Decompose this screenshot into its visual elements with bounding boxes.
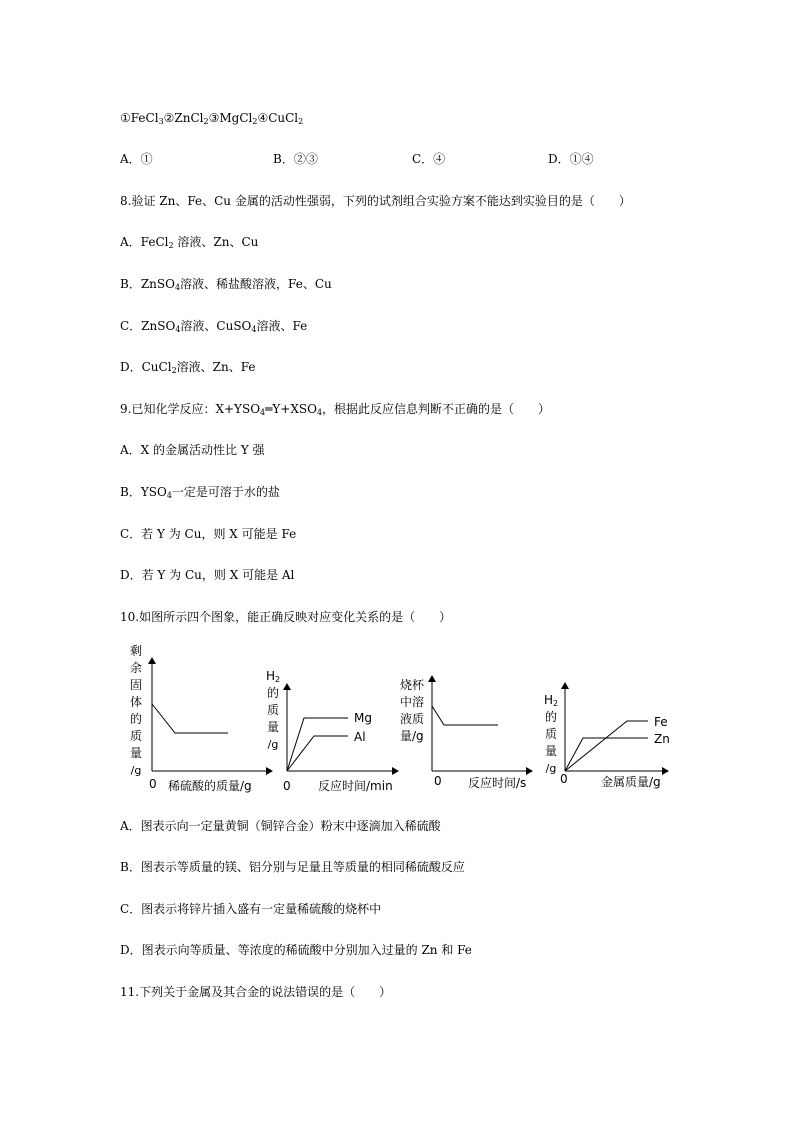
q10-option-c: C．图表示将锌片插入盛有一定量稀硫酸的烧杯中	[120, 902, 382, 916]
graph2-series-al-label: Al	[354, 730, 366, 744]
graph2-x-label: 反应时间/min	[318, 779, 393, 793]
graph3-origin: 0	[434, 774, 442, 788]
graph4-origin: 0	[560, 772, 568, 786]
graph1-x-label: 稀硫酸的质量/g	[168, 779, 252, 793]
q7-option-d: D．①④	[548, 152, 594, 166]
graph2-y-label: $H_2$ 的 质 量 /g	[265, 669, 281, 751]
q10-option-d: D．图表示向等质量、等浓度的稀硫酸中分别加入过量的 Zn 和 Fe	[120, 943, 472, 957]
graph2-origin: 0	[283, 779, 291, 793]
q10-stem: 10.如图所示四个图象，能正确反映对应变化关系的是（ ）	[120, 610, 452, 624]
q7-option-c: C．④	[412, 152, 446, 166]
q9-option-a: A．X 的金属活动性比 Y 强	[120, 443, 265, 457]
q7-salt-list: ①FeCl$_3$②ZnCl$_2$③MgCl$_2$④CuCl$_2$	[120, 111, 304, 126]
q8-option-d: D．CuCl$_2$溶液、Zn、Fe	[120, 360, 256, 375]
graph4-series-fe-label: Fe	[654, 715, 668, 729]
q8-stem: 8.验证 Zn、Fe、Cu 金属的活动性强弱，下列的试剂组合实验方案不能达到实验目的是（ ）	[120, 194, 631, 208]
q9-stem: 9.已知化学反应：$X+YSO_4═Y+XSO_4$，根据此反应信息判断不正确的是（ ）	[120, 402, 551, 417]
q7-option-a: A．①	[120, 152, 153, 166]
graph3-y-label: 烧杯 中溶 液质 量/g	[400, 678, 425, 743]
q8-option-a: A．FeCl$_2$ 溶液、Zn、Cu	[120, 235, 259, 250]
graph4-fe-curve	[565, 721, 648, 771]
graph4-y-label: $H_2$ 的 质 量 /g	[543, 693, 559, 775]
graph3-curve	[432, 706, 498, 725]
graph4-zn-curve	[565, 738, 648, 771]
q10-option-a: A．图表示向一定量黄铜（铜锌合金）粉末中逐滴加入稀硫酸	[120, 819, 441, 833]
graph2-mg-curve	[287, 718, 348, 771]
q9-option-c: C．若 Y 为 Cu，则 X 可能是 Fe	[120, 527, 297, 541]
graph1-origin: 0	[149, 777, 157, 791]
q11-stem: 11.下列关于金属及其合金的说法错误的是（ ）	[120, 985, 392, 999]
q8-option-b: B．ZnSO$_4$溶液、稀盐酸溶液，Fe、Cu	[120, 277, 332, 292]
graph4-x-label: 金属质量/g	[601, 775, 661, 789]
graph3-x-label: 反应时间/s	[468, 776, 527, 790]
q8-option-c: C．ZnSO$_4$溶液、CuSO$_4$溶液、Fe	[120, 319, 308, 334]
graph4-series-zn-label: Zn	[654, 732, 670, 746]
graph2-series-mg-label: Mg	[354, 711, 372, 725]
q7-option-b: B．②③	[273, 152, 318, 166]
q9-option-d: D．若 Y 为 Cu，则 X 可能是 Al	[120, 568, 295, 582]
q10-option-b: B．图表示等质量的镁、铝分别与足量且等质量的相同稀硫酸反应	[120, 860, 465, 874]
graph1-y-label: 剩 余 固 体 的 质 量 /g	[129, 644, 142, 777]
graph1-curve	[152, 704, 228, 733]
q9-option-b: B．$YSO_4$一定是可溶于水的盐	[120, 485, 280, 500]
